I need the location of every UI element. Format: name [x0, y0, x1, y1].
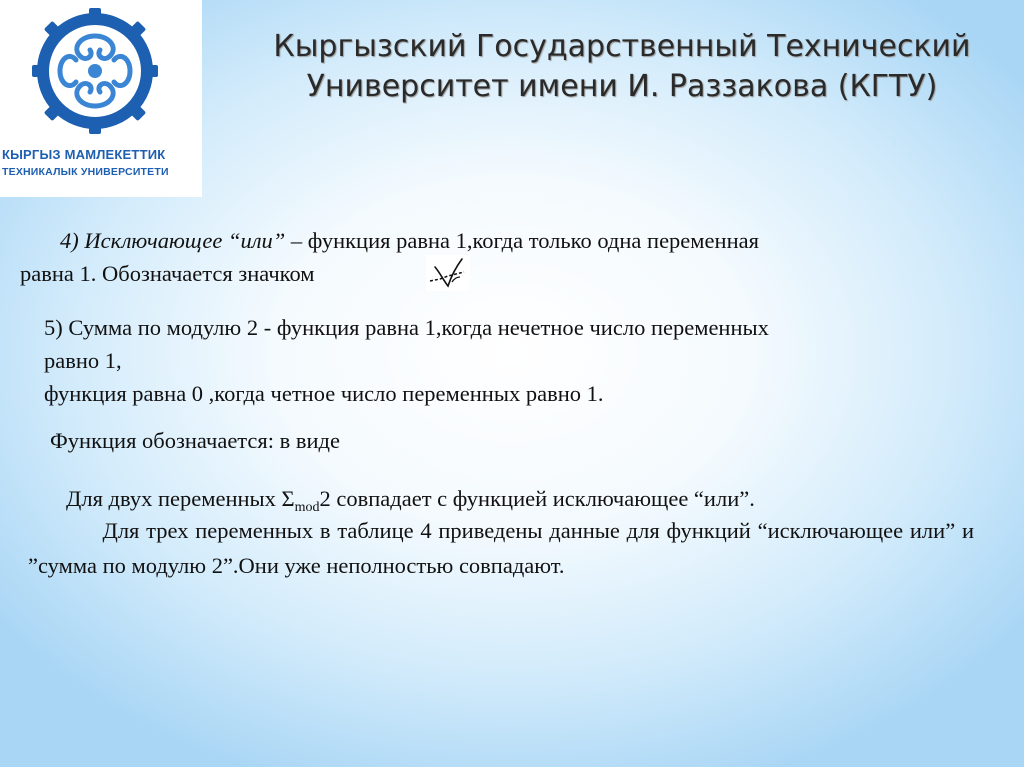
- logo-text-line2: ТЕХНИКАЛЫК УНИВЕРСИТЕТИ: [2, 166, 169, 178]
- paragraph-xor-line2: равна 1. Обозначается значком: [20, 261, 315, 286]
- university-logo: [0, 0, 202, 197]
- xor-handwritten-icon: [426, 255, 470, 291]
- logo-text-line1: КЫРГЫЗ МАМЛЕКЕТТИК: [2, 147, 166, 162]
- xor-definition: – функция равна 1,когда только одна переменная: [285, 228, 759, 253]
- two-vars-text-end: 2 совпадает с функцией исключающее “или”.: [319, 486, 755, 511]
- three-vars-text: Для трех переменных в таблице 4 приведены данные для функций “исключающее или” и ”сумма по модулю 2”.Они уже неполностью совпадают.: [28, 518, 974, 578]
- slide-title-line2: Университет имени И. Раззакова (КГТУ): [306, 69, 938, 104]
- paragraph-three-variables: [28, 514, 974, 583]
- xor-term: 4) Исключающее “или”: [60, 228, 286, 253]
- university-emblem-icon: [30, 6, 160, 136]
- sigma-subscript: mod: [294, 500, 320, 515]
- two-vars-text-start: Для двух переменных Σ: [66, 486, 295, 511]
- mod2-line1: 5) Сумма по модулю 2 - функция равна 1,когда нечетное число переменных: [44, 315, 769, 340]
- slide-title: [222, 27, 1022, 107]
- mod2-line3: функция равна 0 ,когда четное число переменных равно 1.: [44, 381, 604, 406]
- slide-title-line1: Кыргызский Государственный Технический: [273, 29, 971, 64]
- paragraph-mod2: [44, 311, 769, 410]
- mod2-line2: равно 1,: [44, 348, 122, 373]
- paragraph-xor-line1: [60, 224, 759, 257]
- paragraph-notation: Функция обозначается: в виде: [50, 428, 340, 453]
